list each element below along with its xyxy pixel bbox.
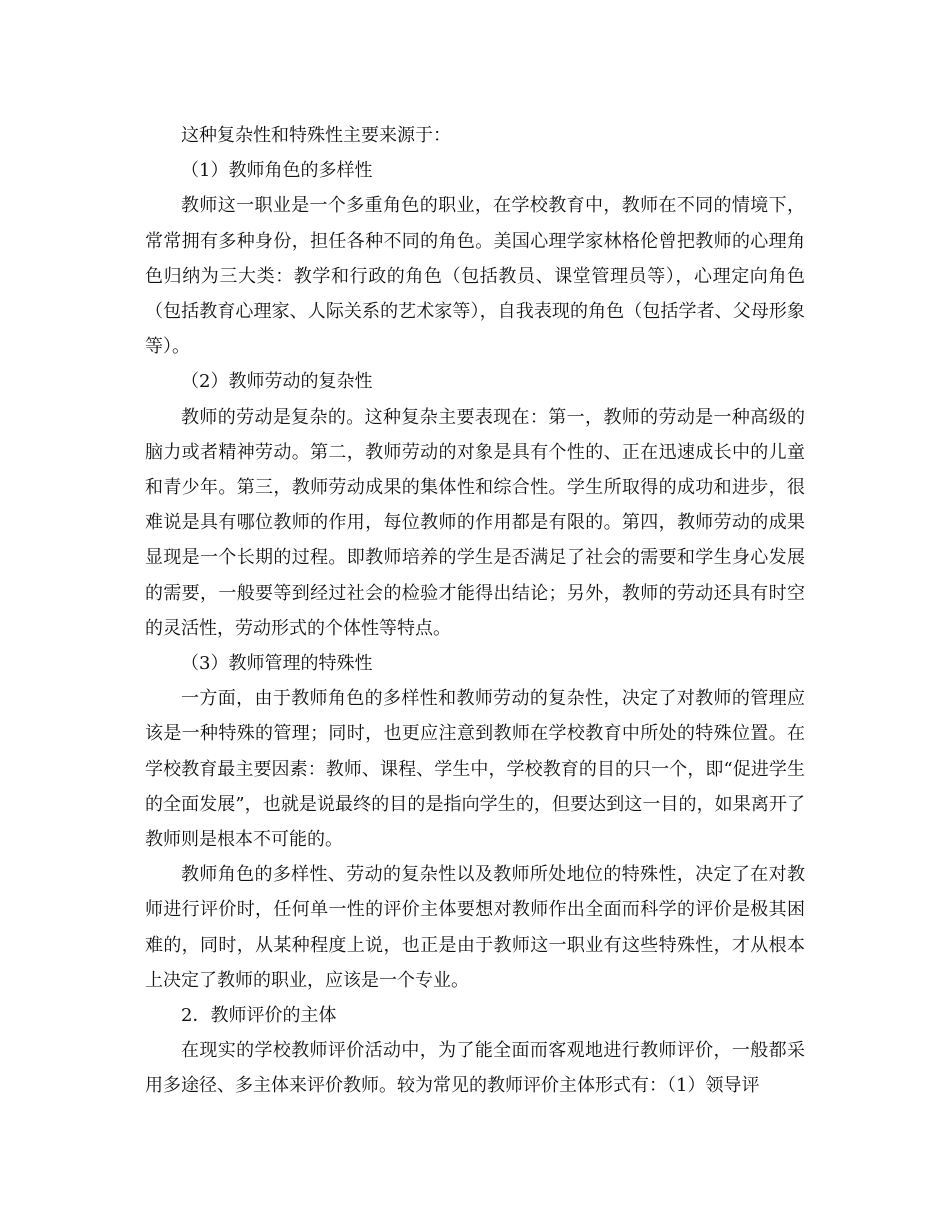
section-heading-teacher-labor: （2）教师劳动的复杂性 <box>181 371 373 393</box>
paragraph-teacher-roles: 教师这一职业是一个多重角色的职业，在学校教育中，教师在不同的情境下，常常拥有多种身份，担任各种不同的角色。美国心理学家林格伦曾把教师的心理角色归纳为三大类：教学和行政的角色（包括教员、课堂管理员等），心理定向角色（包括教育心理家、人际关系的艺术家等），自我表现的角色（包括学者、父母形象等）。 <box>145 195 805 358</box>
paragraph-teacher-labor: 教师的劳动是复杂的。这种复杂主要表现在：第一，教师的劳动是一种高级的脑力或者精神劳动。第二，教师劳动的对象是具有个性的、正在迅速成长中的儿童和青少年。第三，教师劳动成果的集体性和综合性。学生所取得的成功和进步，很难说是具有哪位教师的作用，每位教师的作用都是有限的。第四，教师劳动的成果显现是一个长期的过程。即教师培养的学生是否满足了社会的需要和学生身心发展的需要，一般要等到经过社会的检验才能得出结论；另外，教师的劳动还具有时空的灵活性，劳动形式的个体性等特点。 <box>145 406 805 639</box>
intro-paragraph: 这种复杂性和特殊性主要来源于： <box>181 125 451 146</box>
section-heading-teacher-roles: （1）教师角色的多样性 <box>181 160 373 182</box>
section-heading-evaluation-subject: 2．教师评价的主体 <box>181 1005 337 1027</box>
paragraph-teacher-management: 一方面，由于教师角色的多样性和教师劳动的复杂性，决定了对教师的管理应该是一种特殊的管理；同时，也更应注意到教师在学校教育中所处的特殊位置。在学校教育最主要因素：教师、课程、学生中，学校教育的目的只一个，即“促进学生的全面发展”，也就是说最终的目的是指向学生的，但要达到这一目的，如果离开了教师则是根本不可能的。 <box>145 688 805 851</box>
paragraph-teacher-profession: 教师角色的多样性、劳动的复杂性以及教师所处地位的特殊性，决定了在对教师进行评价时，任何单一性的评价主体要想对教师作出全面而科学的评价是极其困难的，同时，从某种程度上说，也正是由于教师这一职业有这些特殊性，才从根本上决定了教师的职业，应该是一个专业。 <box>145 864 805 991</box>
paragraph-evaluation-subject: 在现实的学校教师评价活动中，为了能全面而客观地进行教师评价，一般都采用多途径、多主体来评价教师。较为常见的教师评价主体形式有：（1）领导评 <box>145 1040 805 1097</box>
section-heading-teacher-management: （3）教师管理的特殊性 <box>181 653 373 675</box>
document-body <box>145 118 805 1104</box>
